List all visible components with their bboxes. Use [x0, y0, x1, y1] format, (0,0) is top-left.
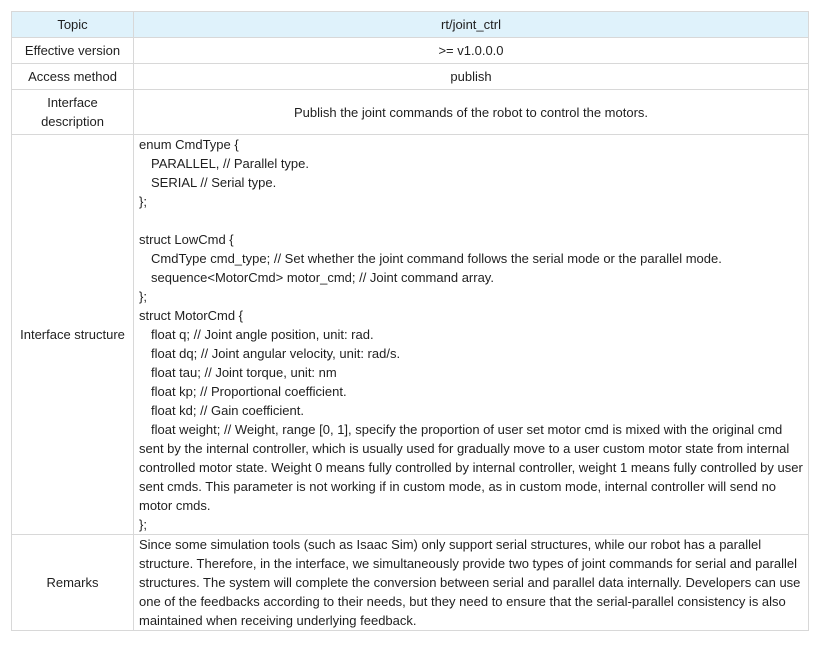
code-line: float tau; // Joint torque, unit: nm: [151, 365, 337, 380]
access-value: publish: [134, 64, 809, 90]
code-line: struct MotorCmd {: [139, 308, 244, 323]
table-row-version: [12, 38, 809, 64]
table-row-structure: [12, 135, 809, 535]
table-row-description: [12, 90, 809, 135]
header-topic-value: rt/joint_ctrl: [134, 12, 809, 38]
description-label: Interface description: [12, 90, 134, 135]
code-line: float kd; // Gain coefficient.: [151, 403, 304, 418]
code-line: enum CmdType {: [139, 137, 239, 152]
structure-code-block: [134, 135, 809, 535]
table-header-row: [12, 12, 809, 38]
access-label: Access method: [12, 64, 134, 90]
code-line: float kp; // Proportional coefficient.: [151, 384, 347, 399]
description-value: Publish the joint commands of the robot to control the motors.: [134, 90, 809, 135]
code-line: };: [139, 517, 147, 532]
code-line: float q; // Joint angle position, unit: rad.: [151, 327, 374, 342]
header-label: Topic: [12, 12, 134, 38]
version-label: Effective version: [12, 38, 134, 64]
version-value: >= v1.0.0.0: [134, 38, 809, 64]
code-line-weight: [139, 420, 803, 515]
table-row-remarks: [12, 535, 809, 631]
remarks-value: Since some simulation tools (such as Isaac Sim) only support serial structures, while our robot has a parallel structure. Therefore, in the interface, we simultaneously provide two types of joint commands for serial and parallel structures. The system will complete the conversion between serial and parallel data internally. Developers can use one of the feedbacks according to their needs, but they need to ensure that the serial-parallel consistency is also maintained when receiving underlying feedback.: [134, 535, 809, 631]
code-weight-text: float weight; // Weight, range [0, 1], specify the proportion of user set motor cmd is mixed with the original cmd sent by the internal controller, which is usually used for gradually move to a user custom motor state from internal controlled motor state. Weight 0 means fully controlled by internal controller, weight 1 means fully controlled by user sent cmds. This parameter is not working if in custom mode, as in custom mode, internal controller will send no motor cmds.: [139, 422, 803, 513]
code-line: };: [139, 289, 147, 304]
code-line: SERIAL // Serial type.: [151, 175, 277, 190]
code-line: };: [139, 194, 147, 209]
table-row-access: [12, 64, 809, 90]
code-blank-line: [139, 211, 803, 230]
code-line: PARALLEL, // Parallel type.: [151, 156, 310, 171]
remarks-label: Remarks: [12, 535, 134, 631]
code-line: struct LowCmd {: [139, 232, 234, 247]
code-line: float dq; // Joint angular velocity, unit: rad/s.: [151, 346, 401, 361]
interface-spec-table: [11, 11, 809, 631]
structure-label: Interface structure: [12, 135, 134, 535]
code-line: CmdType cmd_type; // Set whether the joint command follows the serial mode or the parallel mode.: [151, 251, 722, 266]
code-line: sequence<MotorCmd> motor_cmd; // Joint command array.: [151, 270, 494, 285]
